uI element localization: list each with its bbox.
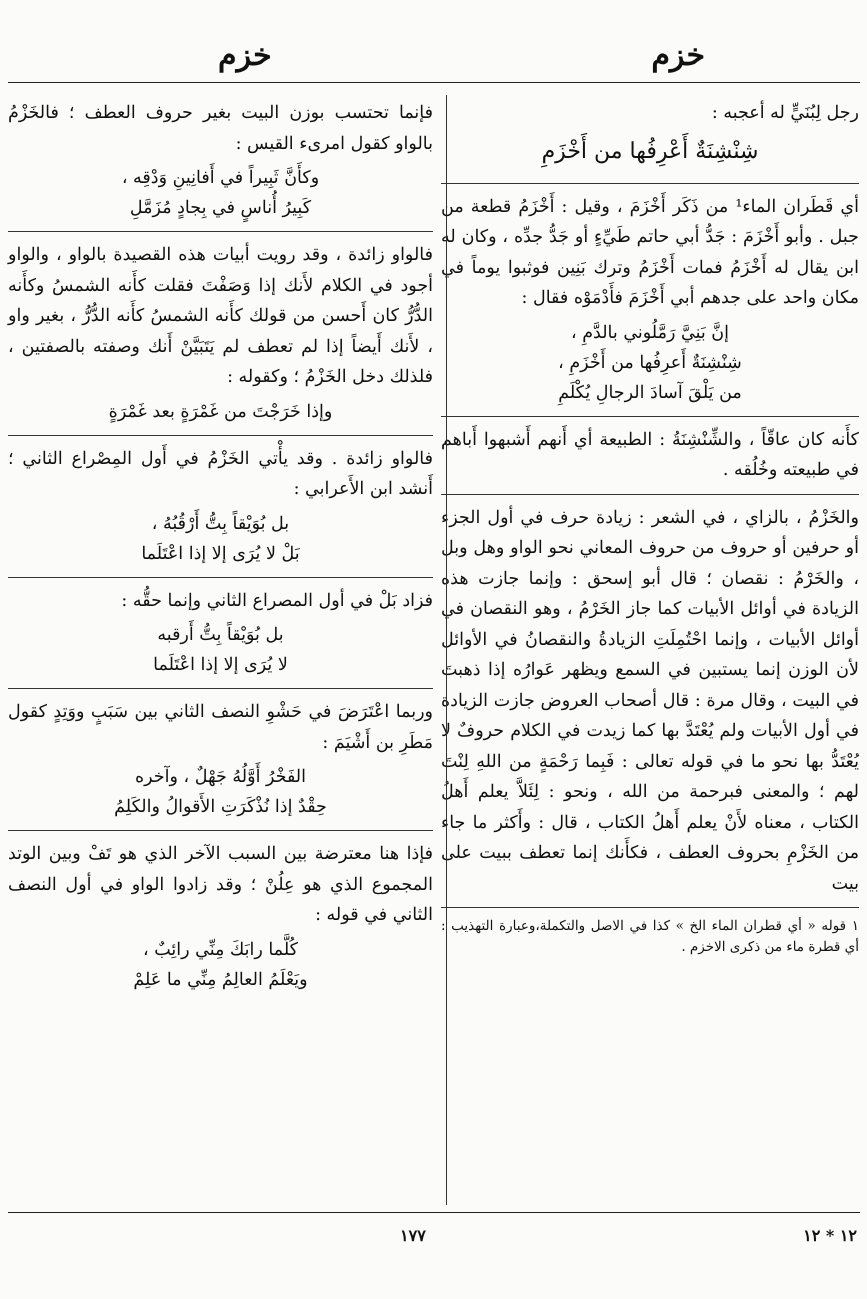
page-number: ١٧٧ bbox=[400, 1226, 426, 1245]
verse-line: الفَخْرُ أَوَّلُهُ جَهْلٌ ، وآخره bbox=[134, 767, 307, 787]
verse-line: ويَعْلَمُ العالِمُ مِنِّي ما عَلِمْ bbox=[133, 969, 308, 990]
verse-line: من يَلْقَ آسادَ الرجالِ يُكْلَمِ bbox=[558, 382, 742, 403]
paragraph: والخَزْمُ ، بالزاي ، في الشعر : زيادة حرف في أول الجزء أو حرفين أو حروف من حروف المعاني نحو الواو وهل وبل ، والخَرْمُ : نقصان ؛ قال أبو إسحق : وإنما جازت هذه الزيادة في أوائل الأبيات كما جاز الخَرْمُ ، وهو النقصان في أوائل الأبيات ، وإنما احْتُمِلَتِ الزيادةُ والنقصانُ في الأوائل لأن الوزن إنما يستبين في السمع ويظهر عَوارُه إذا ذهبتَ في البيت ، وقال مرة : قال أصحاب العروض جازت الزيادة في أول الأبيات ولم يُعْتَدَّ بها كما زيدت في الكلام حروفٌ لا يُعْتَدُّ بها نحو ما في قوله تعالى : فَبِما رَحْمَةٍ من اللهِ لِنْتَ لهم ؛ والمعنى فبرحمة من الله ، ونحو : لِئَلاَّ يعلم أَهلُ الكتاب ، معناه لأَنْ يعلم أَهلُ الكتاب ، قال : وأَكثر ما جاء من الخَزْمِ بحروف العطف ، فكأَنك إنما تعطف ببيت على بيت bbox=[441, 507, 859, 894]
left-column bbox=[8, 98, 433, 1003]
headword-left: خزم bbox=[218, 38, 272, 73]
verse-line: كُلَّما رابَكَ مِنِّي رائِبٌ ، bbox=[142, 939, 298, 960]
section-divider bbox=[8, 688, 433, 689]
verse bbox=[8, 620, 433, 680]
verse bbox=[8, 397, 433, 427]
column-divider bbox=[446, 95, 447, 1205]
verse bbox=[8, 509, 433, 569]
headword-right: خزم bbox=[651, 38, 705, 73]
verse-line: بل بُوَيْقاً بِتُّ أَرْقُبُهُ ، bbox=[151, 513, 290, 534]
verse bbox=[441, 137, 859, 167]
section-divider bbox=[8, 577, 433, 578]
signature-mark: ١٢ * ١٢ bbox=[803, 1226, 857, 1245]
paragraph: فإذا هنا معترضة بين السبب الآخر الذي هو تَفْ وبين الوتد المجموع الذي هو عِلُنْ ؛ وقد زادوا الواو في أول النصف الثاني في قوله : bbox=[8, 844, 433, 925]
verse-line: بَلْ لا يُرَى إلا إذا اعْتَلَما bbox=[141, 543, 300, 564]
section-divider bbox=[8, 830, 433, 831]
paragraph: وربما اعْتَرَضَ في حَشْوِ النصف الثاني بين سَبَبٍ ووَتِدٍ كقول مَطَرِ بن أَشْيَمَ : bbox=[8, 702, 433, 753]
section-divider bbox=[441, 416, 859, 417]
footnote: ١ قوله « أي قطران الماء الخ » كذا في الاصل والتكملة،وعبارة التهذيب : أي قطرة ماء من ذكرى الاخزم . bbox=[441, 918, 859, 955]
verse-line: بل بُوَيْقاً بِتُّ أَرقبه bbox=[157, 625, 284, 645]
paragraph: فزاد بَلْ في أول المصراع الثاني وإنما حقُّه : bbox=[121, 590, 433, 611]
verse-line: وإذا خَرَجْتَ من غَمْرَةٍ بعد غَمْرَةٍ bbox=[108, 401, 333, 422]
paragraph: فإنما تحتسب بوزن البيت بغير حروف العطف ؛ فالخَزْمُ بالواو كقول امرىء القيس : bbox=[8, 103, 433, 154]
paragraph: كأَنه كان عاقّاً ، والشِّنْشِنَةُ : الطبيعة أي أَنهم أَشبهوا أَباهم في طبيعته وخُلُقه . bbox=[441, 429, 859, 480]
page-header bbox=[0, 30, 867, 80]
verse-line: وكأَنَّ ثَبِيراً في أَفانِينِ وَدْقِه ، bbox=[121, 168, 320, 188]
verse bbox=[8, 935, 433, 995]
paragraph: رجل لِبُنَيٍّ له أعجبه : bbox=[711, 103, 859, 123]
verse-line: شِنْشِنَةٌ أَعرِفُها من أَخْزَمِ ، bbox=[558, 352, 742, 373]
section-divider bbox=[8, 231, 433, 232]
header-rule bbox=[8, 82, 860, 83]
paragraph: أي قَطَران الماء¹ من ذَكَر أَخْزَمَ ، وقيل : أَخْزَمُ قطعة من جبل . وأبو أَخْزَمَ : جَدُّ أبي حاتم طَيِّءٍ أو جَدُّ جدِّه ، وكان له ابن يقال له أَخْزَمُ فمات أَخْزَمُ وترك بَنِين فوثبوا يوماً في مكان واحد على جدهم أبي أَخْزَمَ فأَدْمَوْه فقال : bbox=[441, 196, 859, 308]
verse-line: كَبِيرُ أُناسٍ في بِجادٍ مُزَمَّلِ bbox=[129, 198, 312, 218]
section-divider bbox=[441, 494, 859, 495]
section-divider bbox=[441, 183, 859, 184]
verse-line: شِنْشِنَةٌ أَعْرِفُها من أَخْزَمِ bbox=[541, 138, 759, 164]
right-column bbox=[441, 98, 859, 958]
section-divider bbox=[8, 435, 433, 436]
verse-line: حِقْدٌ إذا نُذْكَرَتِ الأَقوالُ والكَلِمُ bbox=[114, 797, 327, 817]
verse bbox=[8, 762, 433, 822]
verse bbox=[8, 163, 433, 223]
verse-line: لا يُرَى إلا إذا اعْتَلَما bbox=[153, 655, 288, 675]
paragraph: فالواو زائدة ، وقد رويت أبيات هذه القصيدة بالواو ، والواو أجود في الكلام لأَنك إذا وَصَفْتَ فقلت كأَنه الشمسُ وكأَنه الدُّرُّ كان أَحسن من قولك كأَنه الشمسُ كأَنه الدُّرُّ ، بغير واو ، لأَنك أَيضاً إذا لم تعطف لم يَتَبَيَّنْ أَنك وصفته بالصفتين ، فلذلك دخل الخَزْمُ ؛ وكقوله : bbox=[8, 245, 433, 387]
footer-rule bbox=[8, 1212, 860, 1213]
verse-line: إنَّ بَنِيَّ رَمَّلُوني بالدَّمِ ، bbox=[570, 322, 730, 343]
paragraph: فالواو زائدة . وقد يأْتي الخَزْمُ في أَول المِصْراع الثاني ؛ أَنشد ابن الأَعرابي : bbox=[8, 448, 433, 499]
verse bbox=[441, 318, 859, 408]
footnote-divider bbox=[441, 907, 859, 908]
page-footer bbox=[0, 1226, 867, 1266]
